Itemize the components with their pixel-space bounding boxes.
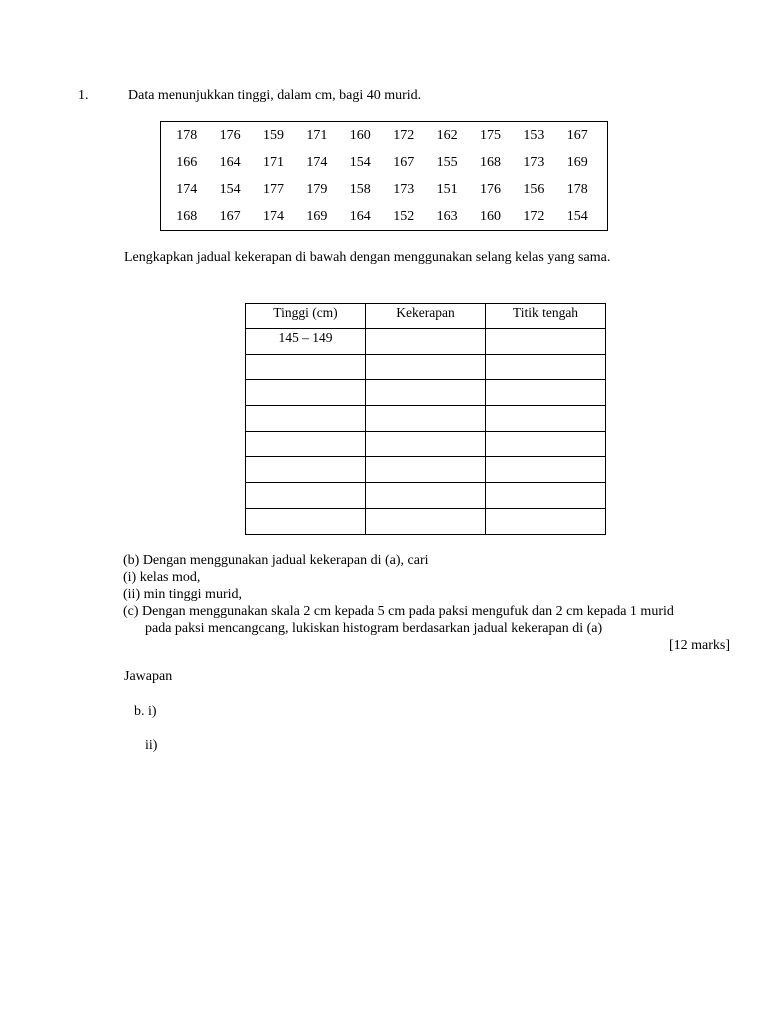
data-cell: 177: [262, 181, 284, 197]
data-cell: 153: [523, 127, 545, 143]
data-cell: 178: [566, 181, 588, 197]
data-cell: 154: [566, 208, 588, 224]
marks-label: [12 marks]: [668, 638, 730, 653]
cell-titik-tengah: [486, 457, 606, 483]
question-parts: [123, 552, 730, 654]
frequency-table-row: [246, 406, 606, 432]
cell-tinggi: 145 – 149: [246, 329, 366, 355]
frequency-table-row: [246, 354, 606, 380]
frequency-table: [245, 303, 606, 535]
cell-kekerapan: [366, 508, 486, 534]
data-cell: 160: [479, 208, 501, 224]
data-cell: 154: [219, 181, 241, 197]
data-cell: 171: [306, 127, 328, 143]
answer-heading: Jawapan: [124, 669, 173, 684]
data-cell: 174: [306, 154, 328, 170]
cell-tinggi: [246, 354, 366, 380]
data-cell: 168: [176, 208, 198, 224]
data-cell: 164: [219, 154, 241, 170]
data-cell: 169: [306, 208, 328, 224]
data-cell: 174: [176, 181, 198, 197]
question-number: 1.: [78, 88, 89, 103]
frequency-table-row: [246, 508, 606, 534]
cell-kekerapan: [366, 354, 486, 380]
cell-titik-tengah: [486, 329, 606, 355]
data-cell: 178: [176, 127, 198, 143]
cell-kekerapan: [366, 483, 486, 509]
cell-titik-tengah: [486, 380, 606, 406]
data-cell: 162: [436, 127, 458, 143]
cell-titik-tengah: [486, 354, 606, 380]
instruction-text: Lengkapkan jadual kekerapan di bawah dengan menggunakan selang kelas yang sama.: [124, 250, 611, 265]
frequency-table-header-row: [246, 304, 606, 329]
data-cell: 151: [436, 181, 458, 197]
data-cell: 172: [393, 127, 415, 143]
data-cell: 173: [393, 181, 415, 197]
data-cell: 167: [219, 208, 241, 224]
cell-titik-tengah: [486, 508, 606, 534]
frequency-table-row: [246, 431, 606, 457]
header-titik-tengah: Titik tengah: [486, 304, 606, 329]
cell-tinggi: [246, 380, 366, 406]
data-cell: 155: [436, 154, 458, 170]
cell-tinggi: [246, 483, 366, 509]
data-cell: 166: [176, 154, 198, 170]
data-cell: 179: [306, 181, 328, 197]
cell-titik-tengah: [486, 406, 606, 432]
data-table: [160, 121, 608, 231]
part-b: (b) Dengan menggunakan jadual kekerapan di (a), cari: [123, 553, 429, 568]
data-cell: 167: [566, 127, 588, 143]
cell-titik-tengah: [486, 431, 606, 457]
cell-kekerapan: [366, 431, 486, 457]
data-cell: 156: [523, 181, 545, 197]
data-cell: 158: [349, 181, 371, 197]
data-cell: 154: [349, 154, 371, 170]
cell-tinggi: [246, 431, 366, 457]
data-cell: 172: [523, 208, 545, 224]
data-cell: 160: [349, 127, 371, 143]
cell-kekerapan: [366, 406, 486, 432]
part-b-ii: (ii) min tinggi murid,: [123, 587, 242, 602]
cell-kekerapan: [366, 329, 486, 355]
frequency-table-row: [246, 329, 606, 355]
cell-titik-tengah: [486, 483, 606, 509]
data-cell: 163: [436, 208, 458, 224]
data-cell: 171: [262, 154, 284, 170]
cell-tinggi: [246, 508, 366, 534]
frequency-table-row: [246, 483, 606, 509]
frequency-table-row: [246, 457, 606, 483]
header-tinggi: Tinggi (cm): [246, 304, 366, 329]
header-kekerapan: Kekerapan: [366, 304, 486, 329]
data-cell: 152: [393, 208, 415, 224]
part-c-line1: (c) Dengan menggunakan skala 2 cm kepada 5 cm pada paksi mengufuk dan 2 cm kepada 1 murid: [123, 604, 674, 619]
data-cell: 173: [523, 154, 545, 170]
data-cell: 164: [349, 208, 371, 224]
answer-b-ii: ii): [145, 738, 158, 753]
data-cell: 168: [479, 154, 501, 170]
data-cell: 176: [219, 127, 241, 143]
cell-tinggi: [246, 406, 366, 432]
frequency-table-row: [246, 380, 606, 406]
data-cell: 176: [479, 181, 501, 197]
data-cell: 167: [393, 154, 415, 170]
answer-b-i: b. i): [134, 704, 157, 719]
part-b-i: (i) kelas mod,: [123, 570, 201, 585]
question-intro: Data menunjukkan tinggi, dalam cm, bagi 40 murid.: [128, 88, 422, 103]
data-cell: 175: [479, 127, 501, 143]
cell-tinggi: [246, 457, 366, 483]
cell-kekerapan: [366, 457, 486, 483]
data-cell: 159: [262, 127, 284, 143]
part-c-line2: pada paksi mencangcang, lukiskan histogram berdasarkan jadual kekerapan di (a): [145, 621, 603, 636]
data-cell: 169: [566, 154, 588, 170]
cell-kekerapan: [366, 380, 486, 406]
data-cell: 174: [262, 208, 284, 224]
